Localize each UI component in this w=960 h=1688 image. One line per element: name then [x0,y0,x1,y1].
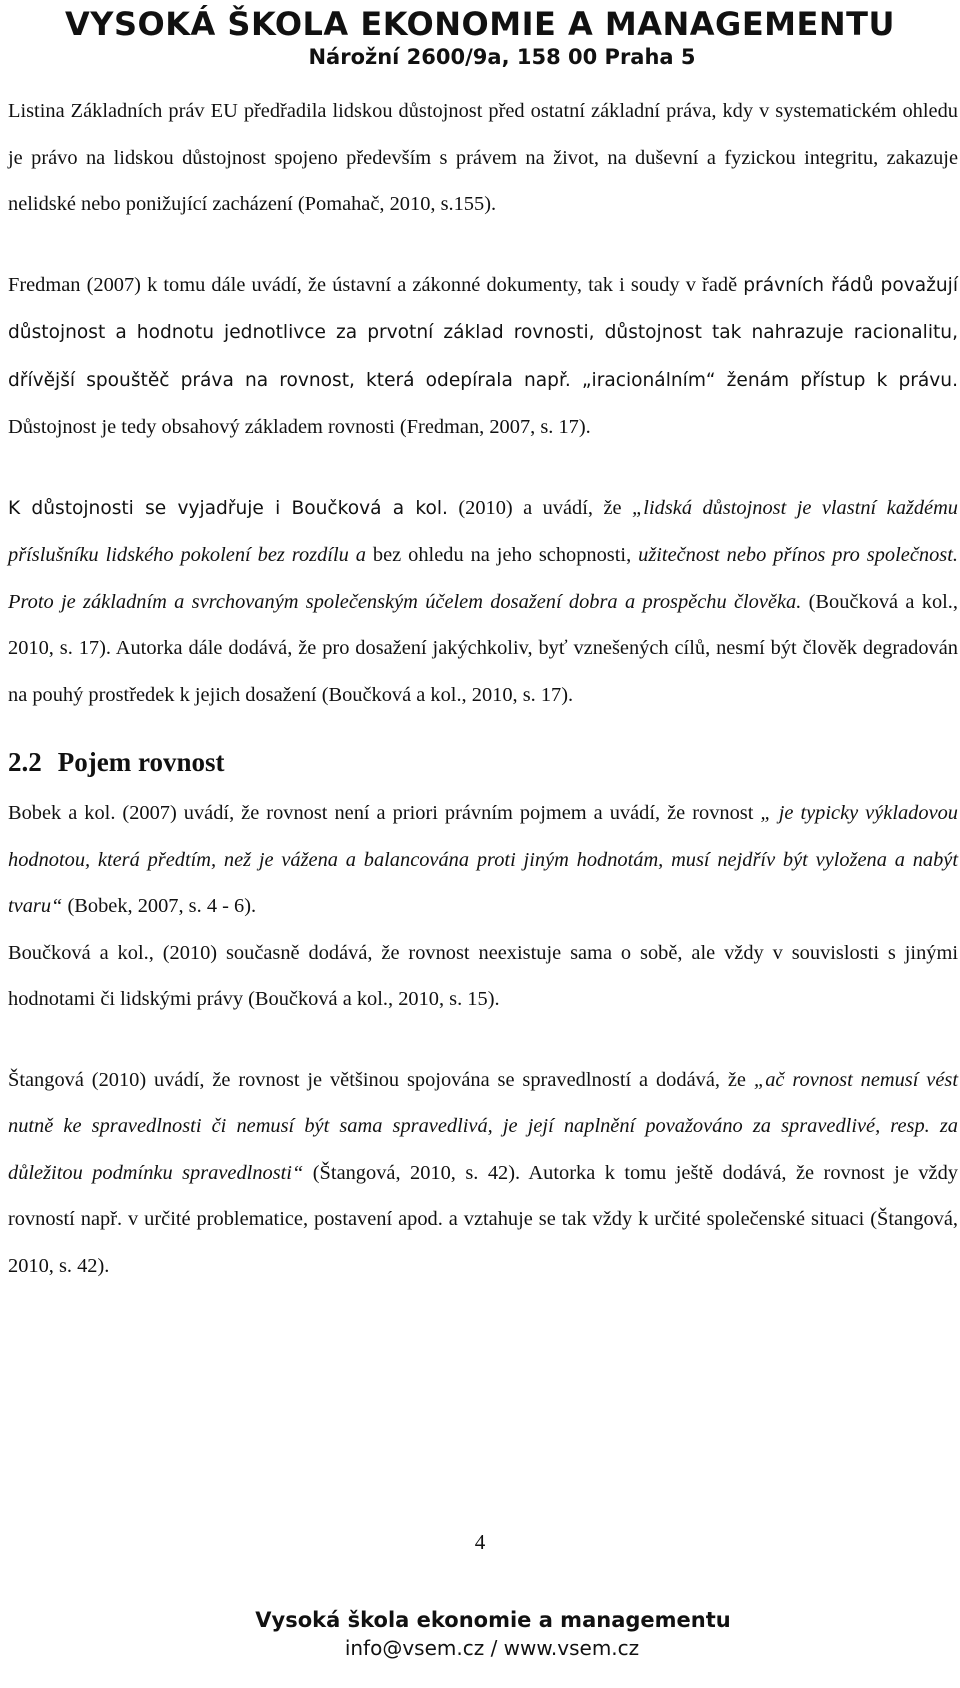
paragraph-4-quote: „ je typicky výkladovou hodnotou, která předtím, než je vážena a balancována proti jiným hodnotám, musí nejdřív být vyložena a nabýt tvaru“ [8,802,959,917]
document-body [8,88,958,1323]
page-header [0,4,960,70]
paragraph-3-text-2: bez ohledu na jeho schopnosti, [365,544,639,566]
section-heading-title: Pojem rovnost [57,747,225,777]
paragraph-6-text-1: Štangová (2010) uvádí, že rovnost je většinou spojována se spravedlností a dodává, že [8,1068,754,1091]
paragraph-5: Boučková a kol., (2010) současně dodává, že rovnost neexistuje sama o sobě, ale vždy v souvislosti s jinými hodnotami či lidskými právy (Boučková a kol., 2010, s. 15). [8,941,958,1010]
paragraph-3-quote-2: užitečnost nebo přínos pro společnost. Proto je základním a svrchovaným společenským účelem dosažení dobra a prospěchu člověka. [8,544,958,613]
header-address: Nárožní 2600/9a, 158 00 Praha 5 [308,45,696,69]
paragraph-2 [8,262,958,451]
section-heading-number: 2.2 [8,747,42,777]
footer-school-name: Vysoká škola ekonomie a managementu [255,1608,731,1632]
paragraph-2-intro: Fredman (2007) k tomu dále uvádí, že ústavní a zákonné dokumenty, tak i soudy v řadě [8,273,744,296]
paragraph-6-text-2: (Štangová, 2010, s. 42). Autorka k tomu ještě dodává, že rovnost je vždy rovností např. v určité problematice, postavení apod. a vztahuje se tak vždy k určité společenské situaci (Štangová, 2010, s. 42). [8,1161,958,1277]
paragraph-2-end: Důstojnost je tedy obsahový základem rovnosti (Fredman, 2007, s. 17). [8,416,591,438]
paragraph-1: Listina Základních práv EU předřadila lidskou důstojnost před ostatní základní práva, kdy v systematickém ohledu je právo na lidskou důstojnost spojeno především s právem na život, na duševní a fyzickou integritu, zakazuje nelidské nebo ponižující zacházení (Pomahač, 2010, s.155). [8,100,958,215]
paragraph-6 [8,1057,958,1290]
paragraph-3-text-1: (2010) a uvádí, že [447,496,632,519]
header-school-name: VYSOKÁ ŠKOLA EKONOMIE A MANAGEMENTU [65,5,895,43]
paragraph-4-text-2: (Bobek, 2007, s. 4 - 6). [62,895,257,917]
section-heading [8,742,958,782]
paragraph-4 [8,790,958,930]
page-number: 4 [474,1530,486,1554]
paragraph-3-sans-run: K důstojnosti se vyjadřuje i Boučková a kol. [8,497,448,519]
paragraph-2-sans-run: právních řádů považují důstojnost a hodnotu jednotlivce za prvotní základ rovnosti, důstojnost tak nahrazuje racionalitu, dřívější spouštěč práva na rovnost, která odepírala např. „iracionálním“ ženám přístup k právu. [8,274,958,391]
paragraph-3-quote-1: „lidská důstojnost je vlastní každému příslušníku lidského pokolení bez rozdílu a [8,496,958,566]
paragraph-4-text-1: Bobek a kol. (2007) uvádí, že rovnost není a priori právním pojmem a uvádí, že rovnost [8,802,761,824]
paragraph-6-quote: „ač rovnost nemusí vést nutně ke spravedlnosti či nemusí být sama spravedlivá, je její naplnění považováno za spravedlivé, resp. za důležitou podmínku spravedlnosti“ [8,1068,959,1184]
paragraph-3-text-3: (Boučková a kol., 2010, s. 17). Autorka dále dodává, že pro dosažení jakýchkoliv, byť vznešených cílů, nesmí být člověk degradován na pouhý prostředek k jejich dosažení (Boučková a kol., 2010, s. 17). [8,590,959,706]
footer-contact: info@vsem.cz / www.vsem.cz [344,1636,640,1660]
paragraph-3 [8,485,958,719]
page-footer [0,1606,960,1662]
